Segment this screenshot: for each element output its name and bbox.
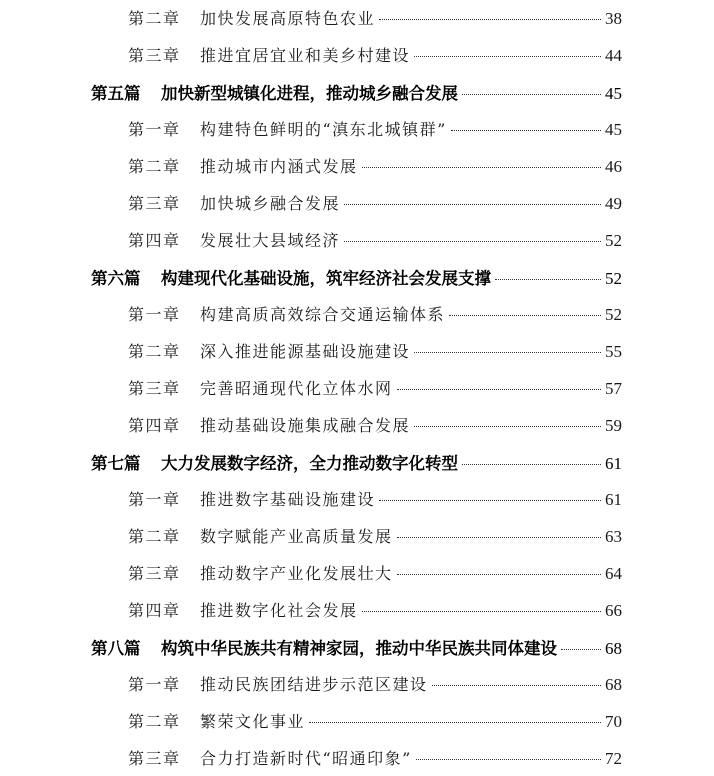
toc-entry-number: 第四章	[128, 231, 181, 250]
dot-leader	[432, 685, 601, 686]
toc-entry-number: 第六篇	[91, 269, 141, 288]
dot-leader	[561, 649, 601, 650]
toc-entry-chapter[interactable]	[128, 228, 622, 251]
toc-entry-number: 第七篇	[91, 454, 141, 473]
toc-entry-number: 第一章	[128, 120, 181, 139]
toc-entry-page: 64	[605, 564, 622, 583]
toc-entry-part[interactable]	[91, 450, 622, 474]
dot-leader	[416, 759, 601, 760]
toc-entry-page: 63	[605, 527, 622, 546]
dot-leader	[449, 315, 601, 316]
toc-entry-page: 52	[605, 269, 622, 288]
toc-entry-title: 推进数字基础设施建设	[200, 490, 376, 509]
dot-leader	[309, 722, 601, 723]
toc-entry-chapter[interactable]	[128, 598, 622, 621]
toc-entry-page: 57	[605, 379, 622, 398]
toc-entry-title: 加快城乡融合发展	[200, 194, 341, 213]
toc-entry-part[interactable]	[91, 265, 622, 289]
dot-leader	[397, 537, 601, 538]
toc-entry-chapter[interactable]	[128, 487, 622, 510]
toc-entry-title: 数字赋能产业高质量发展	[200, 527, 393, 546]
toc-entry-title: 构建高质高效综合交通运输体系	[200, 305, 446, 324]
dot-leader	[414, 426, 601, 427]
toc-entry-chapter[interactable]	[128, 524, 622, 547]
toc-entry-chapter[interactable]	[128, 376, 622, 399]
toc-entry-page: 68	[605, 675, 622, 694]
toc-entry-number: 第三章	[128, 379, 181, 398]
dot-leader	[344, 204, 601, 205]
toc-entry-chapter[interactable]	[128, 6, 622, 29]
toc-entry-title: 推动数字产业化发展壮大	[200, 564, 393, 583]
toc-entry-page: 61	[605, 490, 622, 509]
toc-entry-number: 第二章	[128, 712, 181, 731]
toc-entry-number: 第二章	[128, 342, 181, 361]
toc-entry-page: 45	[605, 84, 622, 103]
toc-entry-number: 第三章	[128, 564, 181, 583]
toc-entry-chapter[interactable]	[128, 117, 622, 140]
toc-entry-page: 61	[605, 454, 622, 473]
toc-entry-title: 加快发展高原特色农业	[200, 9, 376, 28]
toc-entry-chapter[interactable]	[128, 339, 622, 362]
toc-entry-title: 合力打造新时代“昭通印象”	[200, 749, 412, 768]
dot-leader	[362, 611, 601, 612]
toc-entry-title: 加快新型城镇化进程，推动城乡融合发展	[161, 84, 458, 103]
toc-entry-title: 构筑中华民族共有精神家园，推动中华民族共同体建设	[161, 639, 557, 658]
dot-leader	[344, 241, 601, 242]
dot-leader	[462, 464, 601, 465]
toc-entry-number: 第五篇	[91, 84, 141, 103]
dot-leader	[414, 56, 601, 57]
toc-entry-title: 构建现代化基础设施，筑牢经济社会发展支撑	[161, 269, 491, 288]
toc-entry-title: 推进数字化社会发展	[200, 601, 358, 620]
toc-entry-page: 66	[605, 601, 622, 620]
toc-entry-page: 49	[605, 194, 622, 213]
toc-entry-number: 第一章	[128, 675, 181, 694]
toc-entry-title: 推动民族团结进步示范区建设	[200, 675, 428, 694]
toc-entry-number: 第二章	[128, 157, 181, 176]
toc-entry-page: 46	[605, 157, 622, 176]
toc-entry-page: 52	[605, 305, 622, 324]
toc-entry-title: 推动基础设施集成融合发展	[200, 416, 411, 435]
toc-entry-page: 45	[605, 120, 622, 139]
toc-entry-page: 72	[605, 749, 622, 768]
toc-entry-chapter[interactable]	[128, 191, 622, 214]
toc-entry-part[interactable]	[91, 80, 622, 104]
toc-entry-number: 第一章	[128, 305, 181, 324]
toc-entry-number: 第二章	[128, 9, 181, 28]
toc-entry-part[interactable]	[91, 635, 622, 659]
toc-entry-title: 推进宜居宜业和美乡村建设	[200, 46, 411, 65]
toc-entry-title: 推动城市内涵式发展	[200, 157, 358, 176]
toc-entry-chapter[interactable]	[128, 154, 622, 177]
dot-leader	[495, 279, 601, 280]
toc-entry-title: 构建特色鲜明的“滇东北城镇群”	[200, 120, 447, 139]
dot-leader	[397, 574, 601, 575]
dot-leader	[379, 500, 601, 501]
toc-entry-number: 第三章	[128, 749, 181, 768]
dot-leader	[414, 352, 601, 353]
toc-entry-number: 第三章	[128, 46, 181, 65]
dot-leader	[362, 167, 601, 168]
toc-entry-chapter[interactable]	[128, 302, 622, 325]
dot-leader	[397, 389, 601, 390]
toc-entry-page: 55	[605, 342, 622, 361]
toc-entry-page: 52	[605, 231, 622, 250]
toc-entry-number: 第四章	[128, 416, 181, 435]
toc-entry-page: 70	[605, 712, 622, 731]
toc-entry-page: 59	[605, 416, 622, 435]
toc-entry-chapter[interactable]	[128, 746, 622, 769]
toc-entry-page: 68	[605, 639, 622, 658]
toc-entry-page: 44	[605, 46, 622, 65]
toc-entry-title: 完善昭通现代化立体水网	[200, 379, 393, 398]
toc-entry-number: 第四章	[128, 601, 181, 620]
toc-entry-chapter[interactable]	[128, 413, 622, 436]
toc-entry-title: 发展壮大县域经济	[200, 231, 341, 250]
toc-entry-title: 大力发展数字经济，全力推动数字化转型	[161, 454, 458, 473]
toc-entry-title: 繁荣文化事业	[200, 712, 306, 731]
toc-entry-number: 第八篇	[91, 639, 141, 658]
dot-leader	[462, 94, 601, 95]
toc-entry-number: 第二章	[128, 527, 181, 546]
toc-entry-chapter[interactable]	[128, 43, 622, 66]
dot-leader	[451, 130, 601, 131]
toc-entry-number: 第三章	[128, 194, 181, 213]
toc-entry-page: 38	[605, 9, 622, 28]
toc-entry-chapter[interactable]	[128, 709, 622, 732]
dot-leader	[379, 19, 601, 20]
toc-entry-number: 第一章	[128, 490, 181, 509]
toc-entry-chapter[interactable]	[128, 561, 622, 584]
toc-entry-title: 深入推进能源基础设施建设	[200, 342, 411, 361]
toc-entry-chapter[interactable]	[128, 672, 622, 695]
